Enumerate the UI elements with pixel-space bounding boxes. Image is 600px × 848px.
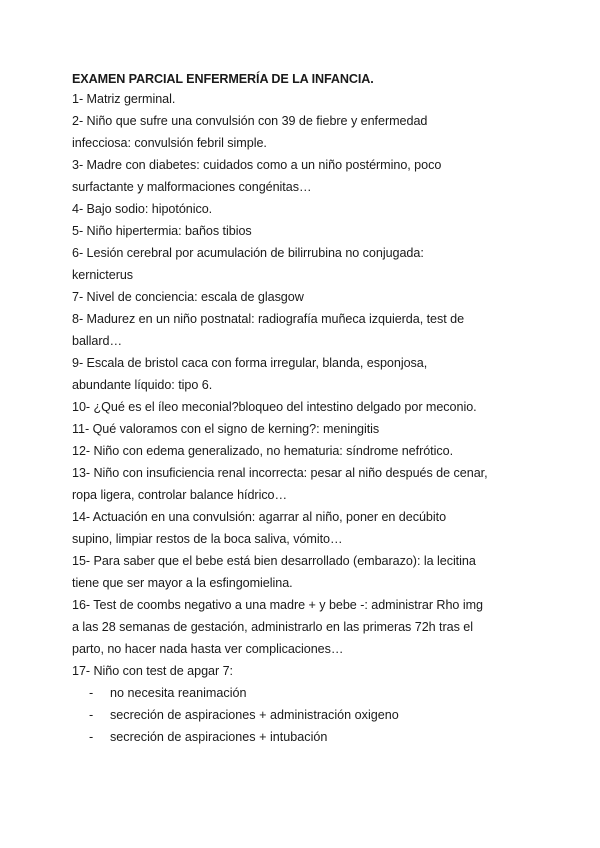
- text-line: 17- Niño con test de apgar 7:: [72, 664, 233, 678]
- text-line: parto, no hacer nada hasta ver complicaciones…: [72, 642, 344, 656]
- text-line: 2- Niño que sufre una convulsión con 39 de fiebre y enfermedad: [72, 114, 428, 128]
- text-line: 4- Bajo sodio: hipotónico.: [72, 202, 213, 216]
- text-line: tiene que ser mayor a la esfingomielina.: [72, 576, 293, 590]
- option-text: secreción de aspiraciones + administración oxigeno: [110, 708, 399, 722]
- text-line: 15- Para saber que el bebe está bien desarrollado (embarazo): la lecitina: [72, 554, 476, 568]
- text-line: 5- Niño hipertermia: baños tibios: [72, 224, 252, 238]
- bullet-dash: -: [89, 730, 94, 744]
- list-item: [72, 726, 542, 748]
- answer-options-list: [72, 682, 542, 748]
- bullet-dash: -: [89, 686, 94, 700]
- option-text: no necesita reanimación: [110, 686, 247, 700]
- option-text: secreción de aspiraciones + intubación: [110, 730, 328, 744]
- text-line: 11- Qué valoramos con el signo de kerning?: meningitis: [72, 422, 380, 436]
- text-line: 14- Actuación en una convulsión: agarrar al niño, poner en decúbito: [72, 510, 447, 524]
- bullet-dash: -: [89, 708, 94, 722]
- text-line: 6- Lesión cerebral por acumulación de bilirrubina no conjugada:: [72, 246, 424, 260]
- text-line: 1- Matriz germinal.: [72, 92, 176, 106]
- text-line: surfactante y malformaciones congénitas…: [72, 180, 312, 194]
- text-line: supino, limpiar restos de la boca saliva, vómito…: [72, 532, 343, 546]
- text-line: abundante líquido: tipo 6.: [72, 378, 213, 392]
- list-item: [72, 682, 542, 704]
- text-line: ballard…: [72, 334, 122, 348]
- document-page: [72, 70, 542, 748]
- text-line: kernicterus: [72, 268, 134, 282]
- list-item: [72, 704, 542, 726]
- text-line: ropa ligera, controlar balance hídrico…: [72, 488, 288, 502]
- text-line: 8- Madurez en un niño postnatal: radiografía muñeca izquierda, test de: [72, 312, 465, 326]
- document-title: EXAMEN PARCIAL ENFERMERÍA DE LA INFANCIA.: [72, 72, 374, 86]
- text-line: a las 28 semanas de gestación, administrarlo en las primeras 72h tras el: [72, 620, 474, 634]
- text-line: 12- Niño con edema generalizado, no hematuria: síndrome nefrótico.: [72, 444, 454, 458]
- text-line: 13- Niño con insuficiencia renal incorrecta: pesar al niño después de cenar,: [72, 466, 488, 480]
- text-line: infecciosa: convulsión febril simple.: [72, 136, 267, 150]
- text-line: 9- Escala de bristol caca con forma irregular, blanda, esponjosa,: [72, 356, 428, 370]
- text-line: 16- Test de coombs negativo a una madre + y bebe -: administrar Rho img: [72, 598, 483, 612]
- text-line: 7- Nivel de conciencia: escala de glasgow: [72, 290, 304, 304]
- text-line: 10- ¿Qué es el íleo meconial?bloqueo del intestino delgado por meconio.: [72, 400, 477, 414]
- text-line: 3- Madre con diabetes: cuidados como a un niño postérmino, poco: [72, 158, 442, 172]
